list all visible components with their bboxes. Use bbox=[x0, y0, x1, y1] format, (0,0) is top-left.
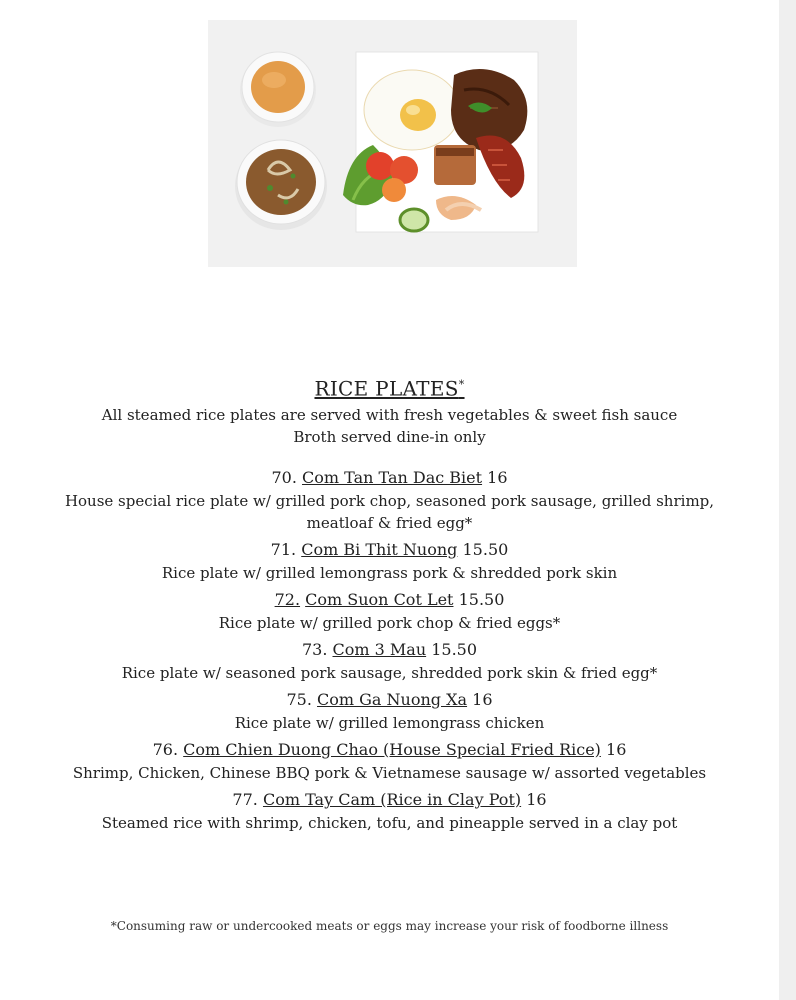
item-description: Rice plate w/ grilled pork chop & fried eggs* bbox=[218, 613, 561, 632]
item-description-cont: meatloaf & fried egg* bbox=[306, 513, 473, 532]
item-price: 15.50 bbox=[431, 639, 478, 659]
menu-item-73 bbox=[0, 638, 779, 684]
item-name: Com Tan Tan Dac Biet bbox=[302, 467, 483, 487]
page-edge bbox=[779, 0, 796, 1000]
item-price: 16 bbox=[487, 467, 508, 487]
menu-item-heading bbox=[0, 538, 779, 562]
item-name: Com Bi Thit Nuong bbox=[301, 539, 458, 559]
menu-items bbox=[0, 466, 779, 834]
item-number: 77. bbox=[232, 789, 258, 809]
menu-item-75 bbox=[0, 688, 779, 734]
section-title-text: RICE PLATES bbox=[314, 376, 459, 401]
rice-plate-illustration bbox=[208, 20, 577, 267]
section-title bbox=[0, 370, 779, 404]
menu-item-heading bbox=[0, 638, 779, 662]
section-subtitle-1: All steamed rice plates are served with fresh vegetables & sweet fish sauce bbox=[101, 405, 678, 424]
section-subtitle-2: Broth served dine-in only bbox=[293, 427, 486, 446]
item-number: 70. bbox=[271, 467, 297, 487]
item-description: Rice plate w/ grilled lemongrass pork & shredded pork skin bbox=[161, 563, 618, 582]
item-number: 75. bbox=[286, 689, 312, 709]
item-number: 76. bbox=[152, 739, 179, 759]
item-description: Rice plate w/ seasoned pork sausage, shredded pork skin & fried egg* bbox=[121, 663, 658, 682]
menu-item-heading bbox=[0, 688, 779, 712]
item-description: Rice plate w/ grilled lemongrass chicken bbox=[234, 713, 545, 732]
section-title-mark: * bbox=[458, 378, 465, 391]
item-number: 71. bbox=[270, 539, 297, 559]
item-price: 15.50 bbox=[462, 539, 509, 559]
item-price: 16 bbox=[526, 789, 547, 809]
item-price: 16 bbox=[606, 739, 627, 759]
rice-plate-photo bbox=[208, 20, 577, 267]
item-number: 73. bbox=[301, 639, 328, 659]
item-price: 16 bbox=[472, 689, 493, 709]
menu-item-71 bbox=[0, 538, 779, 584]
rice-plates-section bbox=[0, 370, 779, 838]
item-name: Com Suon Cot Let bbox=[305, 589, 454, 609]
menu-item-76 bbox=[0, 738, 779, 784]
item-description: Shrimp, Chicken, Chinese BBQ pork & Vietnamese sausage w/ assorted vegetables bbox=[72, 763, 707, 782]
menu-item-70 bbox=[0, 466, 779, 534]
item-name: Com Ga Nuong Xa bbox=[317, 689, 468, 709]
menu-item-heading bbox=[0, 788, 779, 812]
item-price: 15.50 bbox=[458, 589, 505, 609]
item-description: House special rice plate w/ grilled pork chop, seasoned pork sausage, grilled shrimp, bbox=[64, 491, 715, 510]
item-number: 72. bbox=[274, 589, 301, 609]
menu-item-77 bbox=[0, 788, 779, 834]
menu-item-72 bbox=[0, 588, 779, 634]
menu-item-heading bbox=[0, 588, 779, 612]
footnote: *Consuming raw or undercooked meats or eggs may increase your risk of foodborne illness bbox=[110, 919, 669, 933]
item-name: Com 3 Mau bbox=[332, 639, 427, 659]
menu-item-heading bbox=[0, 466, 779, 490]
item-name: Com Tay Cam (Rice in Clay Pot) bbox=[262, 789, 522, 809]
menu-item-heading bbox=[0, 738, 779, 762]
item-name: Com Chien Duong Chao (House Special Fried Rice) bbox=[183, 739, 601, 759]
item-description: Steamed rice with shrimp, chicken, tofu, and pineapple served in a clay pot bbox=[101, 813, 678, 832]
